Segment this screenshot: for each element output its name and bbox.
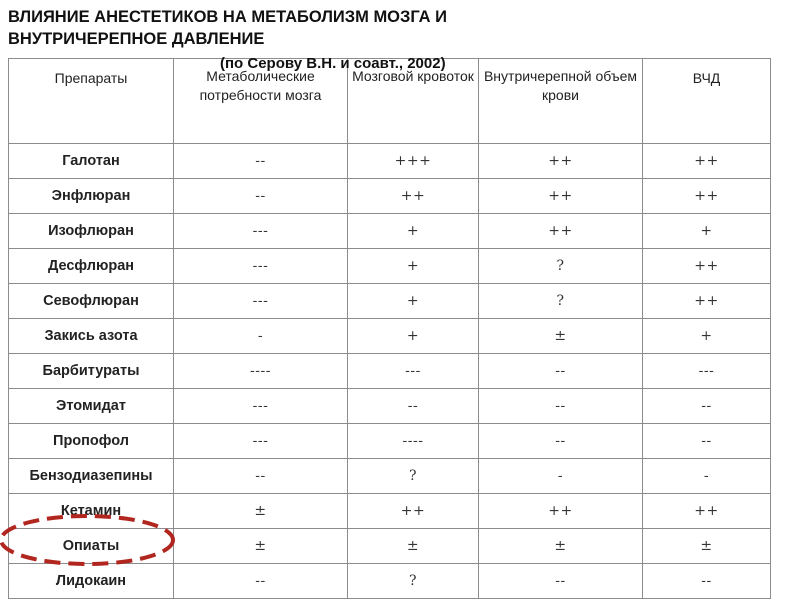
effect-value-cell: ± (479, 529, 643, 564)
effect-value-cell: + (348, 284, 479, 319)
effect-value-cell: ++ (479, 144, 643, 179)
drug-name-cell: Десфлюран (9, 249, 174, 284)
effect-value-cell: +++ (348, 144, 479, 179)
effect-value-cell: ± (348, 529, 479, 564)
effect-value-cell: -- (643, 564, 771, 599)
drug-name-cell: Барбитураты (9, 354, 174, 389)
column-header-drugs: Препараты (9, 59, 174, 144)
drug-name-cell: Пропофол (9, 424, 174, 459)
effect-value-cell: ++ (479, 494, 643, 529)
effect-value-cell: --- (174, 284, 348, 319)
effect-value-cell: ? (348, 459, 479, 494)
effect-value-cell: ---- (348, 424, 479, 459)
effect-value-cell: --- (174, 389, 348, 424)
effect-value-cell: -- (348, 389, 479, 424)
effect-value-cell: -- (479, 354, 643, 389)
effect-value-cell: -- (479, 389, 643, 424)
table-row (9, 179, 771, 214)
effect-value-cell: -- (479, 424, 643, 459)
effect-value-cell: ++ (643, 284, 771, 319)
effect-value-cell: ? (479, 284, 643, 319)
effect-value-cell: - (479, 459, 643, 494)
effect-value-cell: - (174, 319, 348, 354)
table-row (9, 529, 771, 564)
table-row (9, 389, 771, 424)
table-row (9, 354, 771, 389)
effect-value-cell: ++ (348, 179, 479, 214)
column-header-intracranial-blood-volume: Внутричерепной объем крови (479, 59, 643, 144)
effect-value-cell: ++ (643, 179, 771, 214)
effect-value-cell: + (643, 319, 771, 354)
effect-value-cell: -- (174, 179, 348, 214)
effect-value-cell: ± (479, 319, 643, 354)
page-subtitle: (по Серову В.Н. и соавт., 2002) (220, 55, 446, 72)
table-row (9, 214, 771, 249)
drug-name-cell: Галотан (9, 144, 174, 179)
effect-value-cell: -- (643, 424, 771, 459)
table-row (9, 319, 771, 354)
drug-name-cell: Лидокаин (9, 564, 174, 599)
effect-value-cell: -- (643, 389, 771, 424)
effect-value-cell: -- (174, 144, 348, 179)
column-header-icp: ВЧД (643, 59, 771, 144)
effect-value-cell: ++ (643, 249, 771, 284)
drug-name-cell: Севофлюран (9, 284, 174, 319)
effect-value-cell: ? (479, 249, 643, 284)
effect-value-cell: -- (174, 459, 348, 494)
table-row (9, 144, 771, 179)
effect-value-cell: + (348, 319, 479, 354)
effect-value-cell: --- (174, 249, 348, 284)
effect-value-cell: ++ (643, 494, 771, 529)
column-header-metabolic-needs: Метаболические потребности мозга (174, 59, 348, 144)
effect-value-cell: ± (643, 529, 771, 564)
effect-value-cell: ++ (479, 179, 643, 214)
table-row (9, 284, 771, 319)
effect-value-cell: --- (348, 354, 479, 389)
effect-value-cell: + (348, 249, 479, 284)
table-body (9, 144, 771, 599)
drug-name-cell: Бензодиазепины (9, 459, 174, 494)
effect-value-cell: + (643, 214, 771, 249)
effect-value-cell: ++ (643, 144, 771, 179)
effect-value-cell: + (348, 214, 479, 249)
drug-name-cell: Изофлюран (9, 214, 174, 249)
effect-value-cell: - (643, 459, 771, 494)
effect-value-cell: --- (174, 214, 348, 249)
table-row (9, 494, 771, 529)
effect-value-cell: -- (174, 564, 348, 599)
effect-value-cell: ++ (479, 214, 643, 249)
drug-name-cell: Кетамин (9, 494, 174, 529)
table-row (9, 564, 771, 599)
drug-name-cell: Опиаты (9, 529, 174, 564)
effect-value-cell: ± (174, 529, 348, 564)
column-header-cerebral-blood-flow: Мозговой кровоток (348, 59, 479, 144)
table-row (9, 249, 771, 284)
anesthetics-table (8, 58, 771, 599)
table-row (9, 424, 771, 459)
drug-name-cell: Закись азота (9, 319, 174, 354)
effect-value-cell: ---- (174, 354, 348, 389)
effect-value-cell: ± (174, 494, 348, 529)
effect-value-cell: -- (479, 564, 643, 599)
page-title: ВЛИЯНИЕ АНЕСТЕТИКОВ НА МЕТАБОЛИЗМ МОЗГА И ВНУТРИЧЕРЕПНОЕ ДАВЛЕНИЕ (8, 8, 448, 48)
effect-value-cell: --- (643, 354, 771, 389)
drug-name-cell: Энфлюран (9, 179, 174, 214)
drug-name-cell: Этомидат (9, 389, 174, 424)
effect-value-cell: ? (348, 564, 479, 599)
table-row (9, 459, 771, 494)
effect-value-cell: --- (174, 424, 348, 459)
effect-value-cell: ++ (348, 494, 479, 529)
